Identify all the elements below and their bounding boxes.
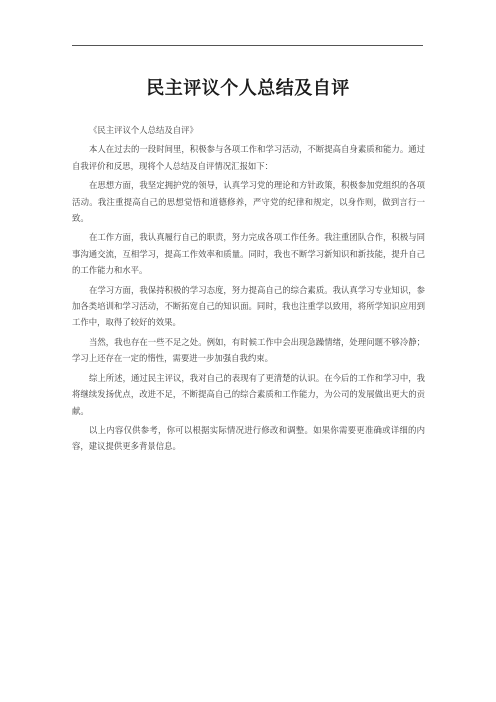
paragraph-heading: 《民主评议个人总结及自评》 xyxy=(89,125,198,135)
paragraph-intro: 本人在过去的一段时间里，积极参与各项工作和学习活动，不断提高自身素质和能力。通过自我评价和反思，现将个人总结及自评情况汇报如下： xyxy=(72,144,425,171)
paragraph-note: 以上内容仅供参考，你可以根据实际情况进行修改和调整。如果你需要更准确或详细的内容，建议提供更多背景信息。 xyxy=(72,424,425,452)
document-title: 民主评议个人总结及自评 xyxy=(146,78,350,99)
paragraph-shortcomings: 当然，我也存在一些不足之处。例如，有时候工作中会出现急躁情绪，处理问题不够冷静；学习上还存在一定的惰性，需要进一步加强自我约束。 xyxy=(72,336,425,364)
paragraph-study: 在学习方面，我保持积极的学习态度，努力提高自己的综合素质。我认真学习专业知识，参加各类培训和学习活动，不断拓宽自己的知识面。同时，我也注重学以致用，将所学知识应用到工作中，取得了较好的效果。 xyxy=(72,284,425,328)
header-rule xyxy=(72,45,423,46)
paragraph-work: 在工作方面，我认真履行自己的职责，努力完成各项工作任务。我注重团队合作，积极与同事沟通交流，互相学习，提高工作效率和质量。同时，我也不断学习新知识和新技能，提升自己的工作能力和水平。 xyxy=(72,232,425,276)
document-body xyxy=(72,122,425,458)
paragraph-ideology: 在思想方面，我坚定拥护党的领导，认真学习党的理论和方针政策，积极参加党组织的各项活动。我注重提高自己的思想觉悟和道德修养，严守党的纪律和规定，以身作则，做到言行一致。 xyxy=(72,180,425,224)
paragraph-summary: 综上所述，通过民主评议，我对自己的表现有了更清楚的认识。在今后的工作和学习中，我将继续发扬优点，改进不足，不断提高自己的综合素质和工作能力，为公司的发展做出更大的贡献。 xyxy=(72,372,425,416)
